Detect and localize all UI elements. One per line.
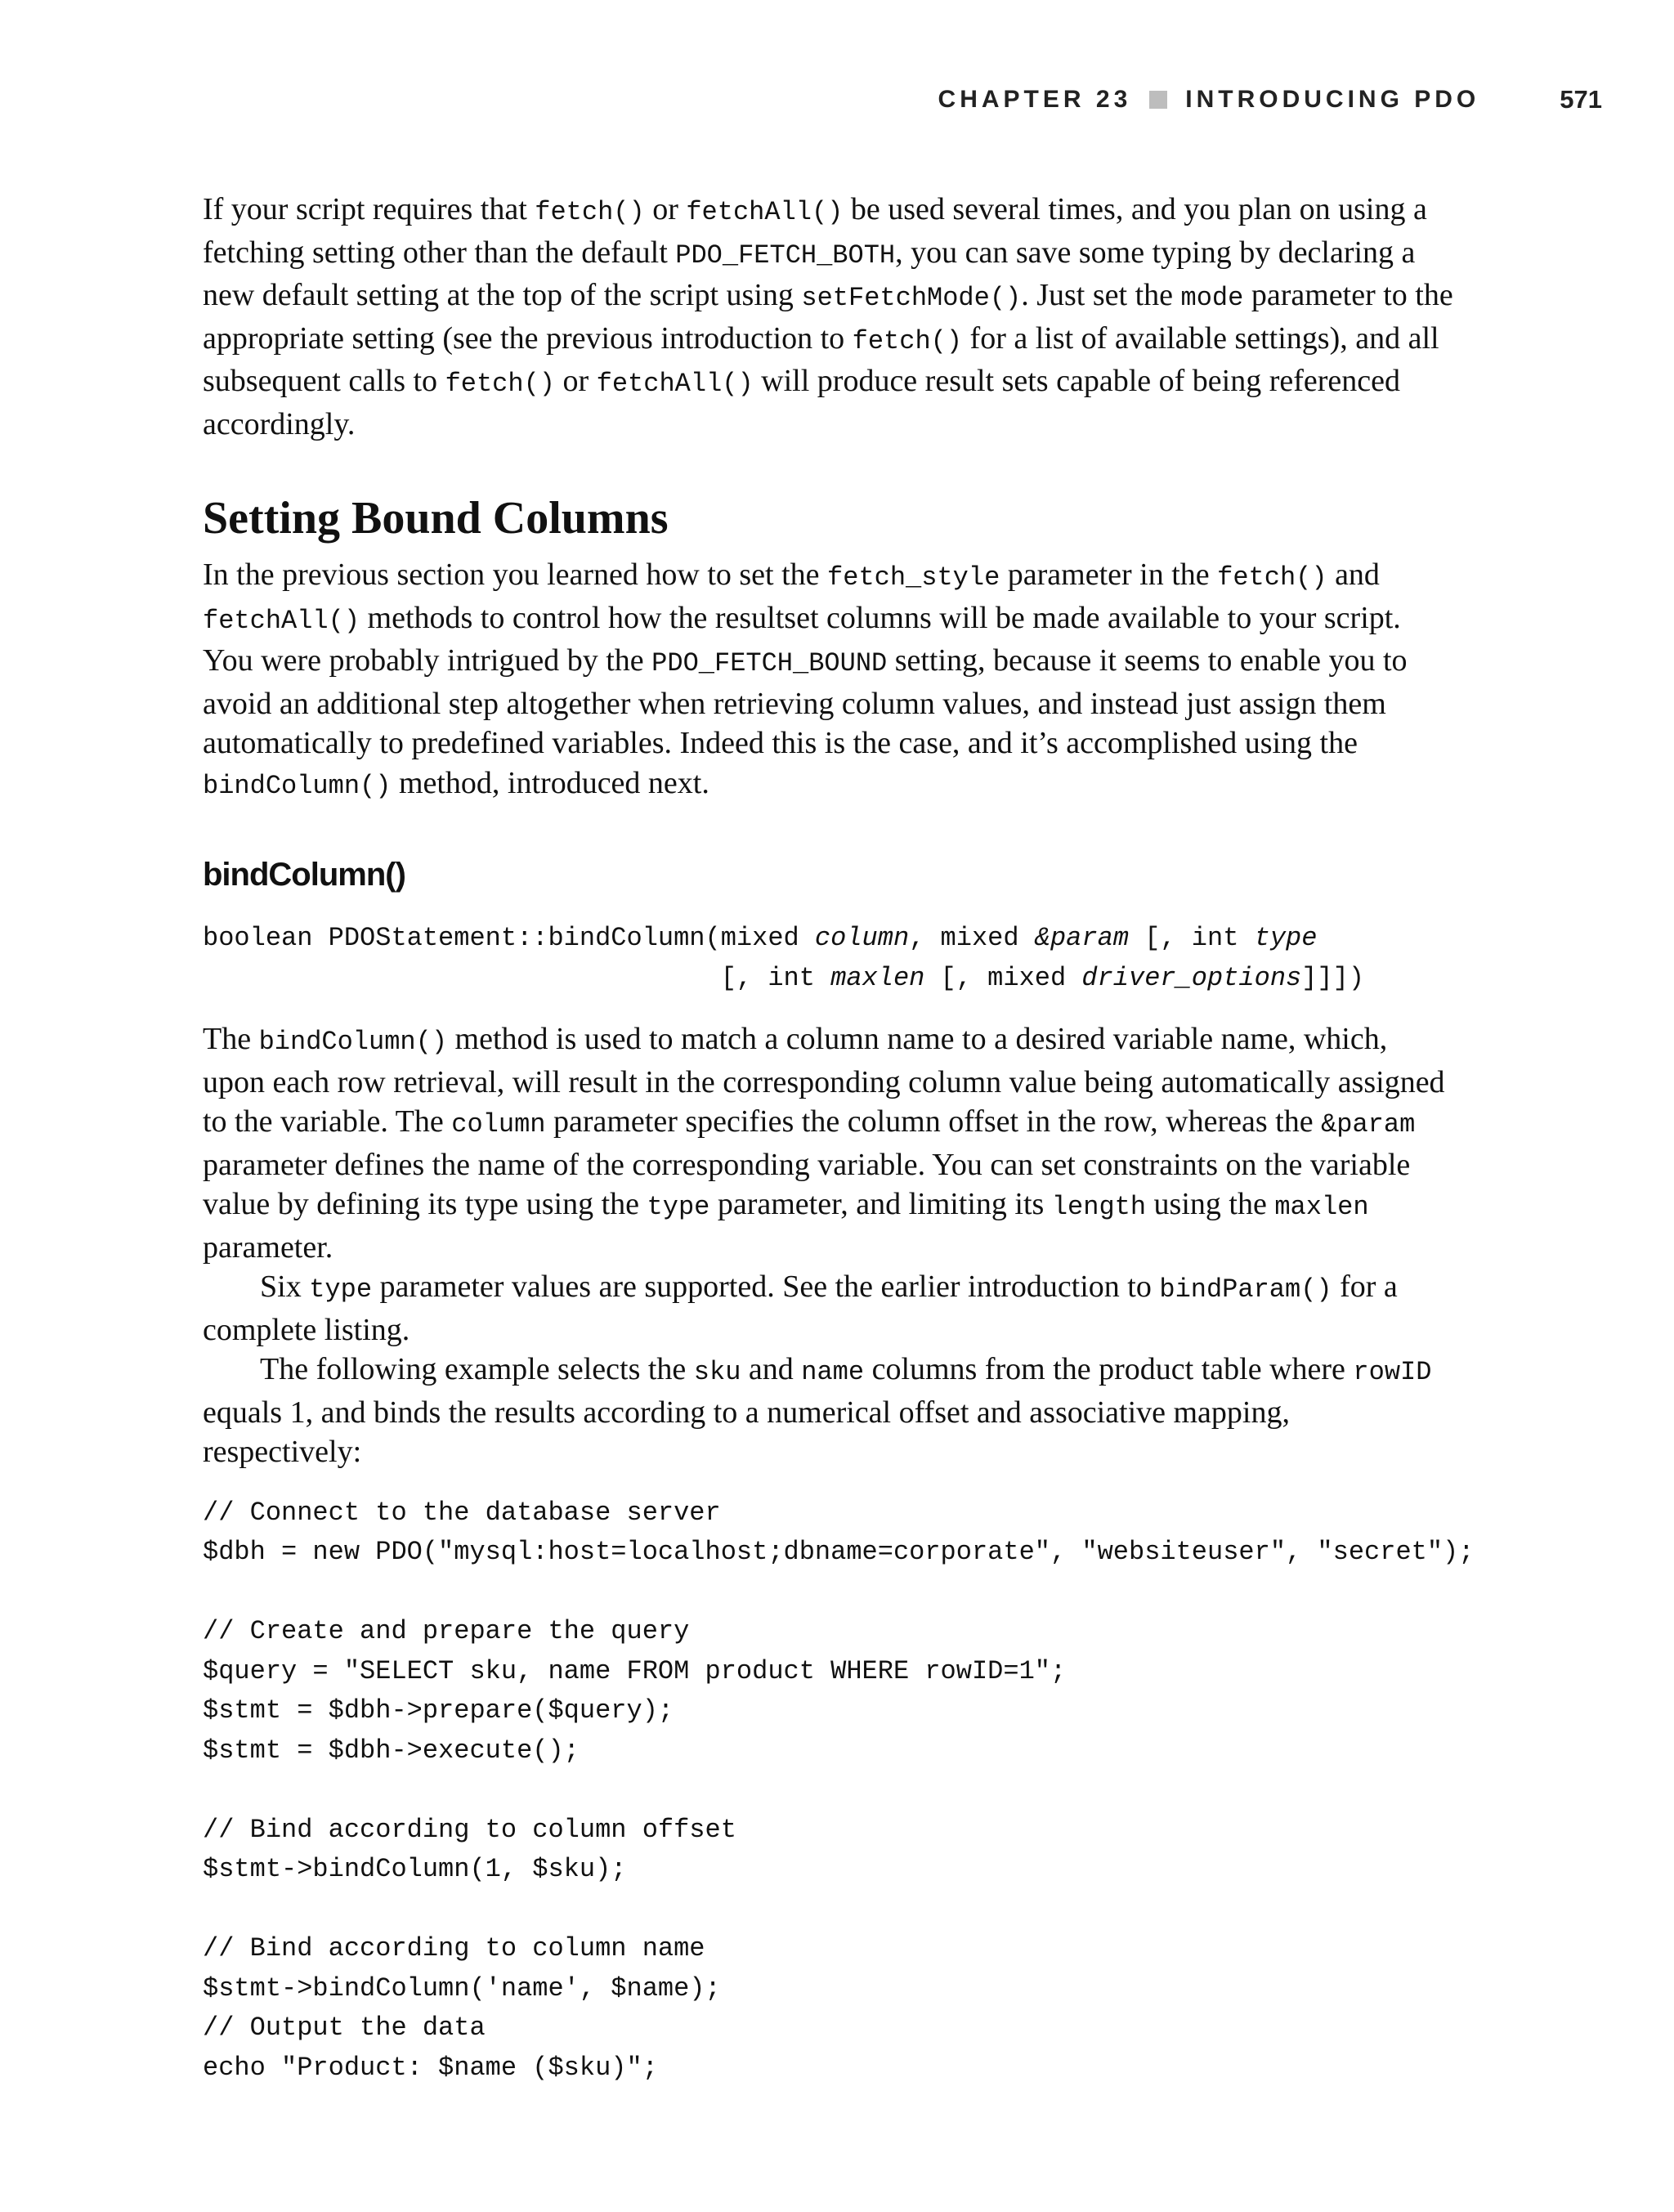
page-body [203, 190, 1475, 2088]
code-listing: // Connect to the database server $dbh = new PDO("mysql:host=localhost;dbname=corporate", "websiteuser", "secret"); // Create and prepare the query $query = "SELECT sku, name FROM product WHERE rowID=1"; $stmt = $dbh->prepare($query); $stmt = $dbh->execute(); // Bind according to column offset $stmt->bindColumn(1, $sku); // Bind according to column name $stmt->bindColumn('name', $name); // Output the data echo "Product: $name ($sku)"; [203, 1497, 1475, 2083]
separator-square-icon [1149, 91, 1167, 109]
chapter-label: CHAPTER 23 [938, 86, 1132, 113]
subsection-heading: bindColumn() [203, 857, 405, 893]
section-heading: Setting Bound Columns [203, 493, 669, 544]
paragraph-example-intro: The following example selects the sku and name columns from the product table where rowID equals 1, and binds the results according to a numerical offset and associative mapping, respectively: [203, 1352, 1432, 1469]
chapter-title: INTRODUCING PDO [1185, 86, 1480, 113]
paragraph-bindcolumn-description: The bindColumn() method is used to match a column name to a desired variable name, which, upon each row retrieval, will result in the corresponding column value being automatically assigned to the variable. The column parameter specifies the column offset in the row, whereas the &param parameter defines the name of the corresponding variable. You can set constraints on the variable value by defining its type using the type parameter, and limiting its length using the maxlen parameter. [203, 1022, 1445, 1265]
paragraph-type-values: Six type parameter values are supported. See the earlier introduction to bindParam() for a complete listing. [203, 1269, 1398, 1347]
running-head [938, 82, 1602, 118]
paragraph-fetch-mode: If your script requires that fetch() or fetchAll() be used several times, and you plan on using a fetching setting other than the default PDO_FETCH_BOTH, you can save some typing by declaring a new default setting at the top of the script using setFetchMode(). Just set the mode parameter to the appropriate setting (see the previous introduction to fetch() for a list of available settings), and all subsequent calls to fetch() or fetchAll() will produce result sets capable of being referenced accordingly. [203, 192, 1453, 441]
method-signature: boolean PDOStatement::bindColumn(mixed column, mixed &param [, int type [, int maxlen [, mixed driver_options]]]) [203, 923, 1365, 993]
paragraph-bound-columns-intro: In the previous section you learned how to set the fetch_style parameter in the fetch() and fetchAll() methods to control how the resultset columns will be made available to your script. You were probably intrigued by the PDO_FETCH_BOUND setting, because it seems to enable you to avoid an additional step altogether when retrieving column values, and instead just assign them automatically to predefined variables. Indeed this is the case, and it’s accomplished using the bindColumn() method, introduced next. [203, 557, 1408, 801]
page-number: 571 [1560, 85, 1602, 114]
